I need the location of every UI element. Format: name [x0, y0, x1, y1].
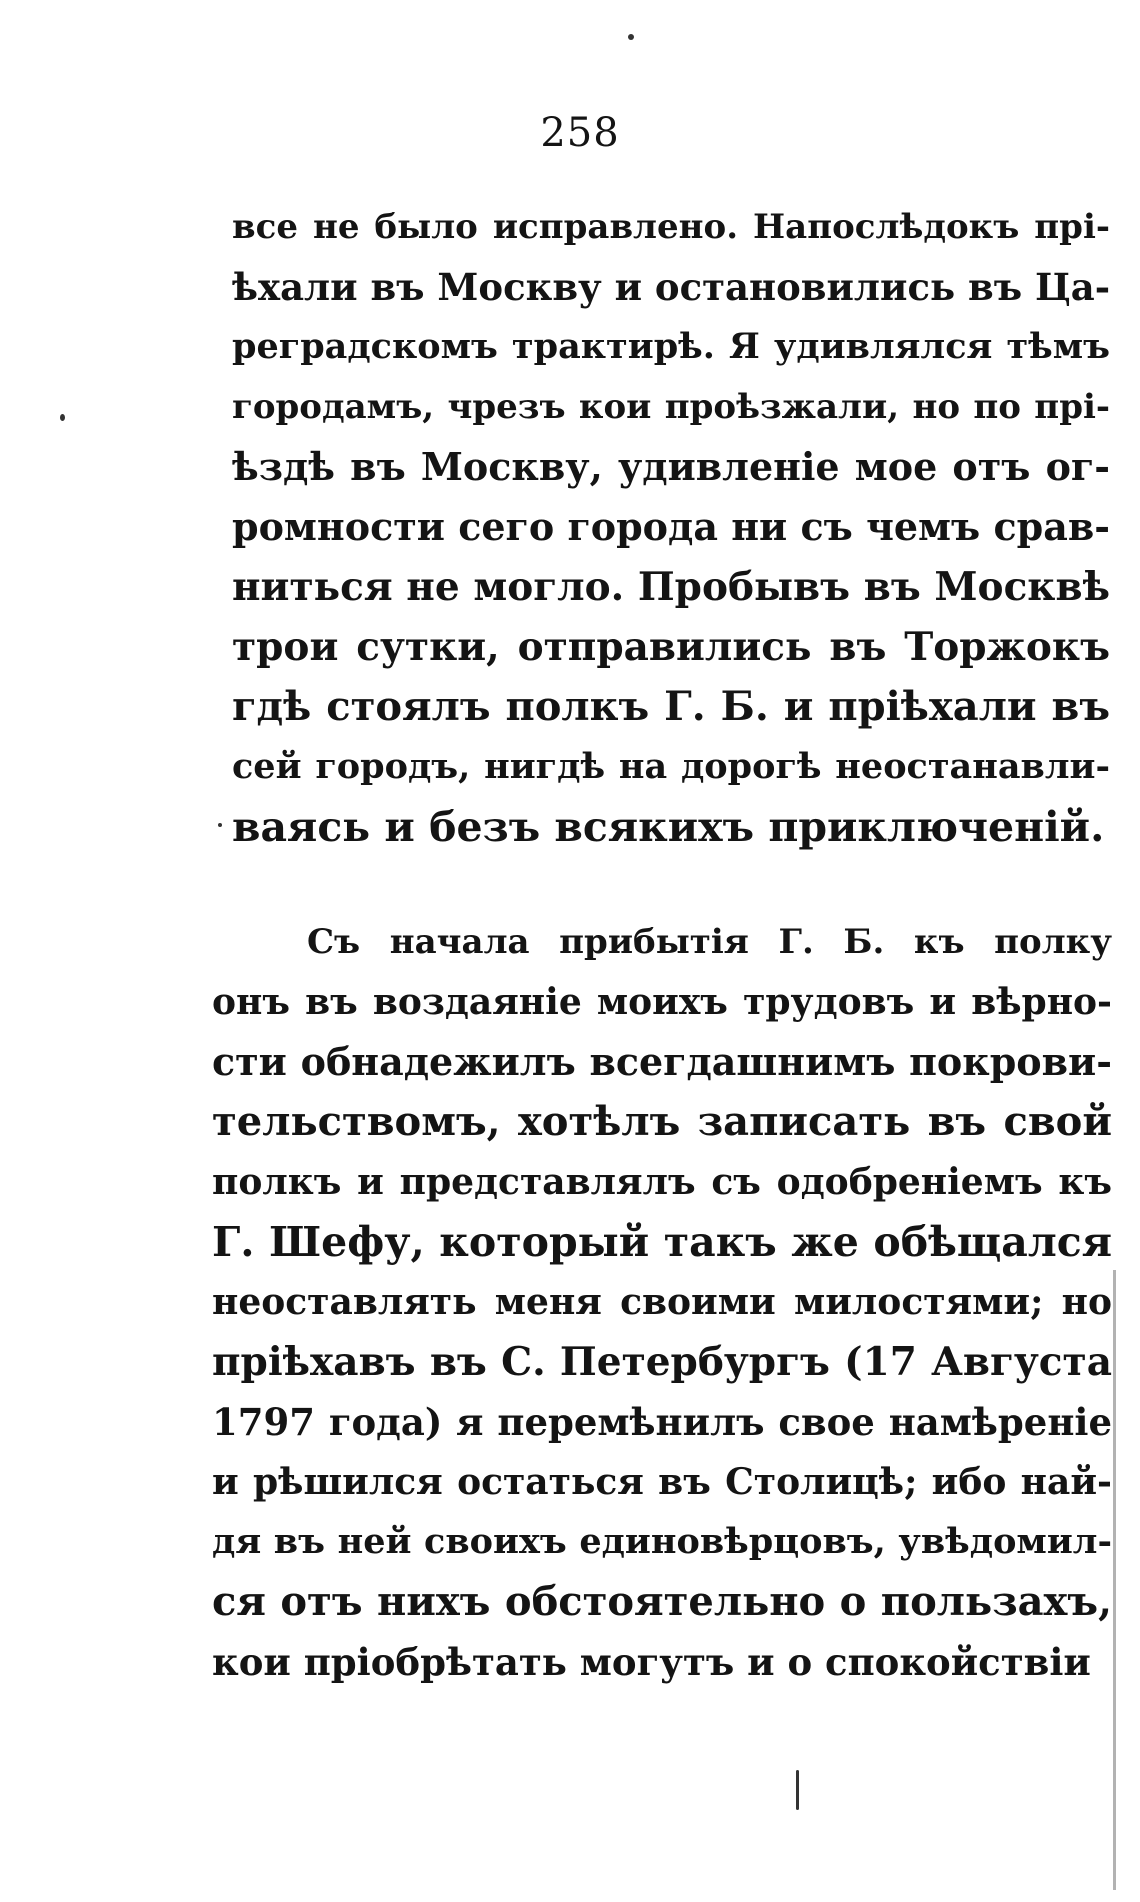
text-line: 1797 года) я перемѣнилъ свое намѣреніе — [212, 1400, 1112, 1444]
text-line: Г. Шефу, который такъ же обѣщался — [212, 1218, 1112, 1266]
text-line: онъ въ воздаяніе моихъ трудовъ и вѣрно- — [212, 981, 1112, 1023]
text-line: гдѣ стоялъ полкъ Г. Б. и пріѣхали въ — [232, 683, 1110, 730]
scan-speck — [218, 823, 222, 827]
text-line: ромности сего города ни съ чемъ срав- — [232, 504, 1110, 549]
scan-speck — [60, 414, 65, 421]
text-line: ѣхали въ Москву и остановились въ Ца- — [232, 265, 1111, 309]
scan-speck — [796, 1770, 799, 1810]
text-line: полкъ и представлялъ съ одобреніемъ къ — [212, 1161, 1112, 1203]
text-line: ся отъ нихъ обстоятельно о пользахъ, — [212, 1578, 1112, 1625]
paragraph-2 — [212, 912, 1112, 1692]
text-line: ваясь и безъ всякихъ приключеній. — [232, 803, 1105, 851]
text-line: тельствомъ, хотѣлъ записать въ свой — [212, 1098, 1112, 1145]
page-number: 258 — [540, 110, 620, 156]
scan-edge-line — [1113, 1270, 1116, 1890]
text-line: ниться не могло. Пробывъ въ Москвѣ — [232, 564, 1110, 610]
paragraph-1 — [232, 197, 1110, 857]
text-line: сей городъ, нигдѣ на дорогѣ неостанавли- — [232, 746, 1110, 787]
text-line: дя въ ней своихъ единовѣрцовъ, увѣдомил- — [212, 1521, 1112, 1562]
text-line: кои пріобрѣтать могутъ и о спокойствіи — [212, 1640, 1091, 1684]
text-line: пріѣхавъ въ С. Петербургъ (17 Августа — [212, 1339, 1112, 1385]
text-line: Съ начала прибытія Г. Б. къ полку — [307, 922, 1112, 962]
text-line: и рѣшился остаться въ Столицѣ; ибо най- — [212, 1461, 1112, 1503]
text-line: городамъ, чрезъ кои проѣзжали, но по прі- — [232, 387, 1110, 427]
text-line: сти обнадежилъ всегдашнимъ покрови- — [212, 1039, 1112, 1084]
text-line: все не было исправлено. Напослѣдокъ прі- — [232, 207, 1110, 247]
text-line: реградскомъ трактирѣ. Я удивлялся тѣмъ — [232, 326, 1110, 367]
text-line: ѣздѣ въ Москву, удивленіе мое отъ ог- — [232, 444, 1110, 489]
scan-speck — [628, 34, 634, 40]
text-line: неоставлять меня своими милостями; но — [212, 1281, 1112, 1323]
text-line: трои сутки, отправились въ Торжокъ — [232, 624, 1110, 670]
